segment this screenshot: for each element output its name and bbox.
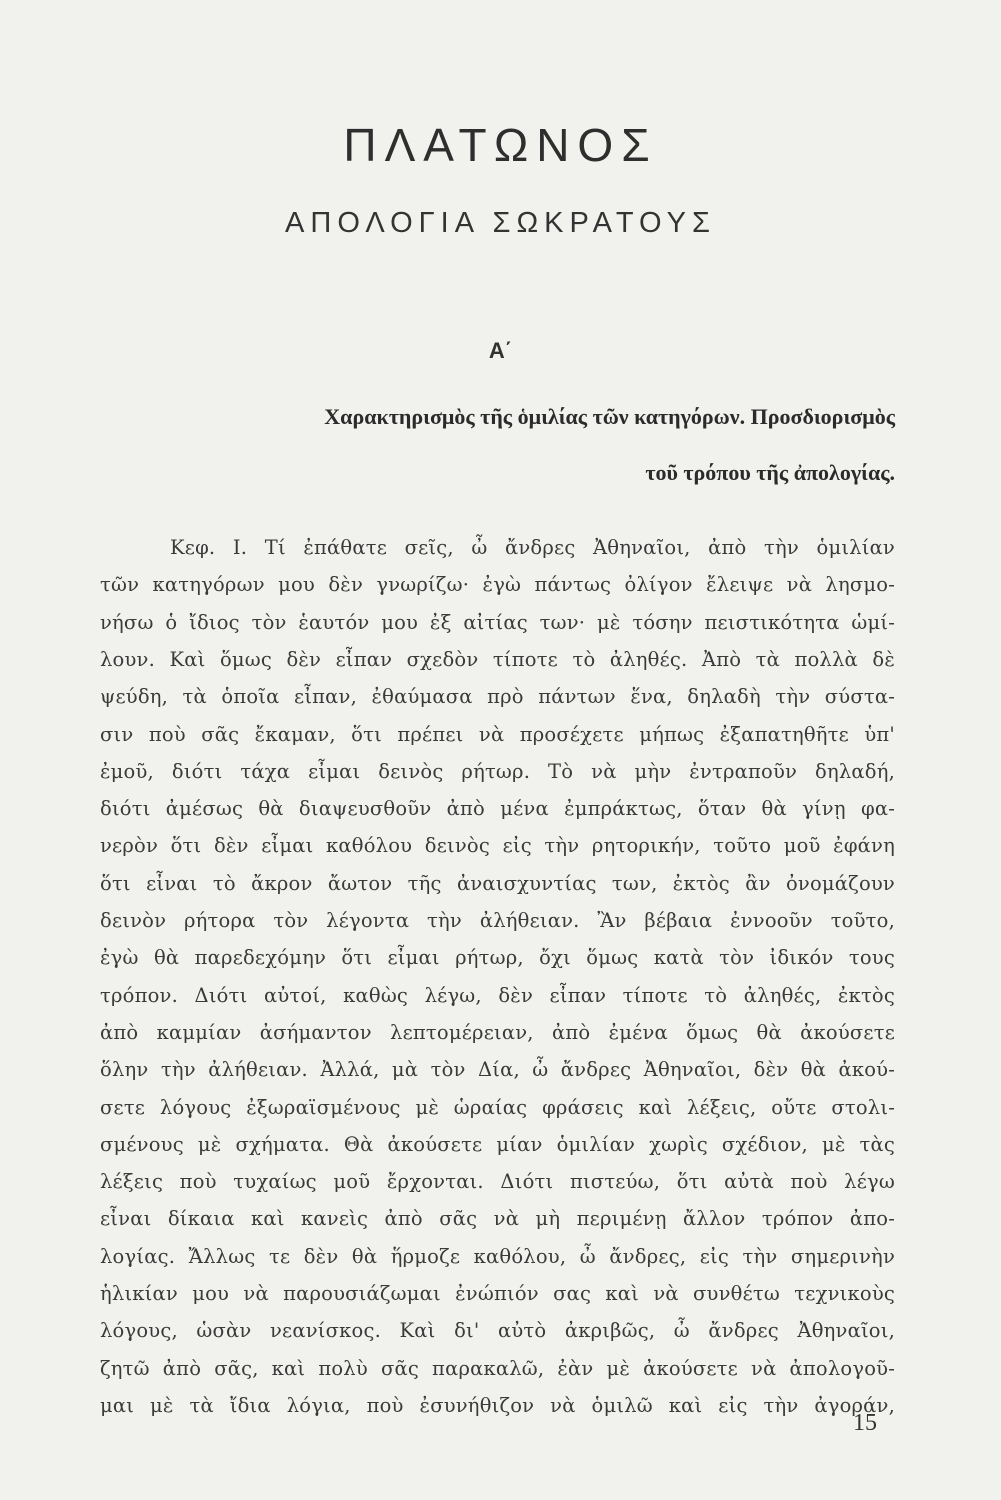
body-line: εἶναι δίκαια καὶ κανεὶς ἀπὸ σᾶς νὰ μὴ περιμένῃ ἄλλον τρόπον ἀπο- (100, 1207, 895, 1231)
body-line: μαι μὲ τὰ ἴδια λόγια, ποὺ ἐσυνήθιζον νὰ ὁμιλῶ καὶ εἰς τὴν ἀγοράν, (100, 1393, 895, 1417)
body-line: ἐγὼ θὰ παρεδεχόμην ὅτι εἶμαι ρήτωρ, ὄχι ὅμως κατὰ τὸν ἰδικόν τους (100, 946, 895, 970)
body-line: ἀπὸ καμμίαν ἀσήμαντον λεπτομέρειαν, ἀπὸ ἐμένα ὅμως θὰ ἀκούσετε (100, 1020, 895, 1044)
body-line: λόγους, ὡσὰν νεανίσκος. Καὶ δι' αὐτὸ ἀκριβῶς, ὦ ἄνδρες Ἀθηναῖοι, (100, 1319, 895, 1343)
section-heading-line-1: Χαρακτηρισμὸς τῆς ὁμιλίας τῶν κατηγόρων. Προσδιορισμὸς (324, 404, 895, 429)
work-title: ΑΠΟΛΟΓΙΑ ΣΩΚΡΑΤΟΥΣ (285, 207, 716, 239)
chapter-mark: Α΄ (488, 338, 513, 363)
body-line: δεινὸν ρήτορα τὸν λέγοντα τὴν ἀλήθειαν. Ἂν βέβαια ἐννοοῦν τοῦτο, (100, 909, 895, 932)
section-heading-line-2: τοῦ τρόπου τῆς ἀπολογίας. (645, 460, 895, 485)
body-line: νερὸν ὅτι δὲν εἶμαι καθόλου δεινὸς εἰς τὴν ρητορικήν, τοῦτο μοῦ ἐφάνη (100, 834, 895, 858)
body-line: λέξεις ποὺ τυχαίως μοῦ ἔρχονται. Διότι πιστεύω, ὅτι αὐτὰ ποὺ λέγω (100, 1170, 895, 1194)
body-line: ὅλην τὴν ἀλήθειαν. Ἀλλά, μὰ τὸν Δία, ὦ ἄνδρες Ἀθηναῖοι, δὲν θὰ ἀκού- (100, 1058, 895, 1082)
body-line: ὅτι εἶναι τὸ ἄκρον ἄωτον τῆς ἀναισχυντίας των, ἐκτὸς ἂν ὀνομάζουν (100, 871, 895, 895)
body-line: σετε λόγους ἐξωραϊσμένους μὲ ὡραίας φράσεις καὶ λέξεις, οὔτε στολι- (100, 1095, 895, 1119)
body-line: ψεύδη, τὰ ὁποῖα εἶπαν, ἐθαύμασα πρὸ πάντων ἕνα, δηλαδὴ τὴν σύστα- (100, 685, 895, 709)
body-line: σμένους μὲ σχήματα. Θὰ ἀκούσετε μίαν ὁμιλίαν χωρὶς σχέδιον, μὲ τὰς (100, 1132, 895, 1156)
body-line: ἡλικίαν μου νὰ παρουσιάζωμαι ἐνώπιόν σας καὶ νὰ συνθέτω τεχνικοὺς (100, 1282, 895, 1305)
body-line: τῶν κατηγόρων μου δὲν γνωρίζω· ἐγὼ πάντως ὀλίγον ἔλειψε νὰ λησμο- (100, 573, 895, 597)
body-line: τρόπον. Διότι αὐτοί, καθὼς λέγω, δὲν εἶπαν τίποτε τὸ ἀληθές, ἐκτὸς (100, 983, 895, 1007)
body-line: διότι ἀμέσως θὰ διαψευσθοῦν ἀπὸ μένα ἐμπράκτως, ὅταν θὰ γίνῃ φα- (100, 797, 895, 821)
body-line: λουν. Καὶ ὅμως δὲν εἶπαν σχεδὸν τίποτε τὸ ἀληθές. Ἀπὸ τὰ πολλὰ δὲ (100, 647, 895, 671)
body-line: σιν ποὺ σᾶς ἔκαμαν, ὅτι πρέπει νὰ προσέχετε μήπως ἐξαπατηθῆτε ὑπ' (100, 722, 895, 746)
body-line: λογίας. Ἄλλως τε δὲν θὰ ἥρμοζε καθόλου, ὦ ἄνδρες, εἰς τὴν σημερινὴν (100, 1244, 895, 1268)
author-title: ΠΛΑΤΩΝΟΣ (343, 119, 658, 171)
body-line: ἐμοῦ, διότι τάχα εἶμαι δεινὸς ρήτωρ. Τὸ νὰ μὴν ἐντραποῦν δηλαδή, (100, 759, 895, 783)
page-number: 15 (853, 1410, 877, 1436)
body-line: ζητῶ ἀπὸ σᾶς, καὶ πολὺ σᾶς παρακαλῶ, ἐὰν μὲ ἀκούσετε νὰ ἀπολογοῦ- (100, 1356, 895, 1380)
body-line: νήσω ὁ ἴδιος τὸν ἑαυτόν μου ἐξ αἰτίας των· μὲ τόσην πειστικότητα ὡμί- (100, 610, 895, 634)
body-line: Κεφ. Ι. Τί ἐπάθατε σεῖς, ὦ ἄνδρες Ἀθηναῖοι, ἀπὸ τὴν ὁμιλίαν (170, 536, 895, 559)
